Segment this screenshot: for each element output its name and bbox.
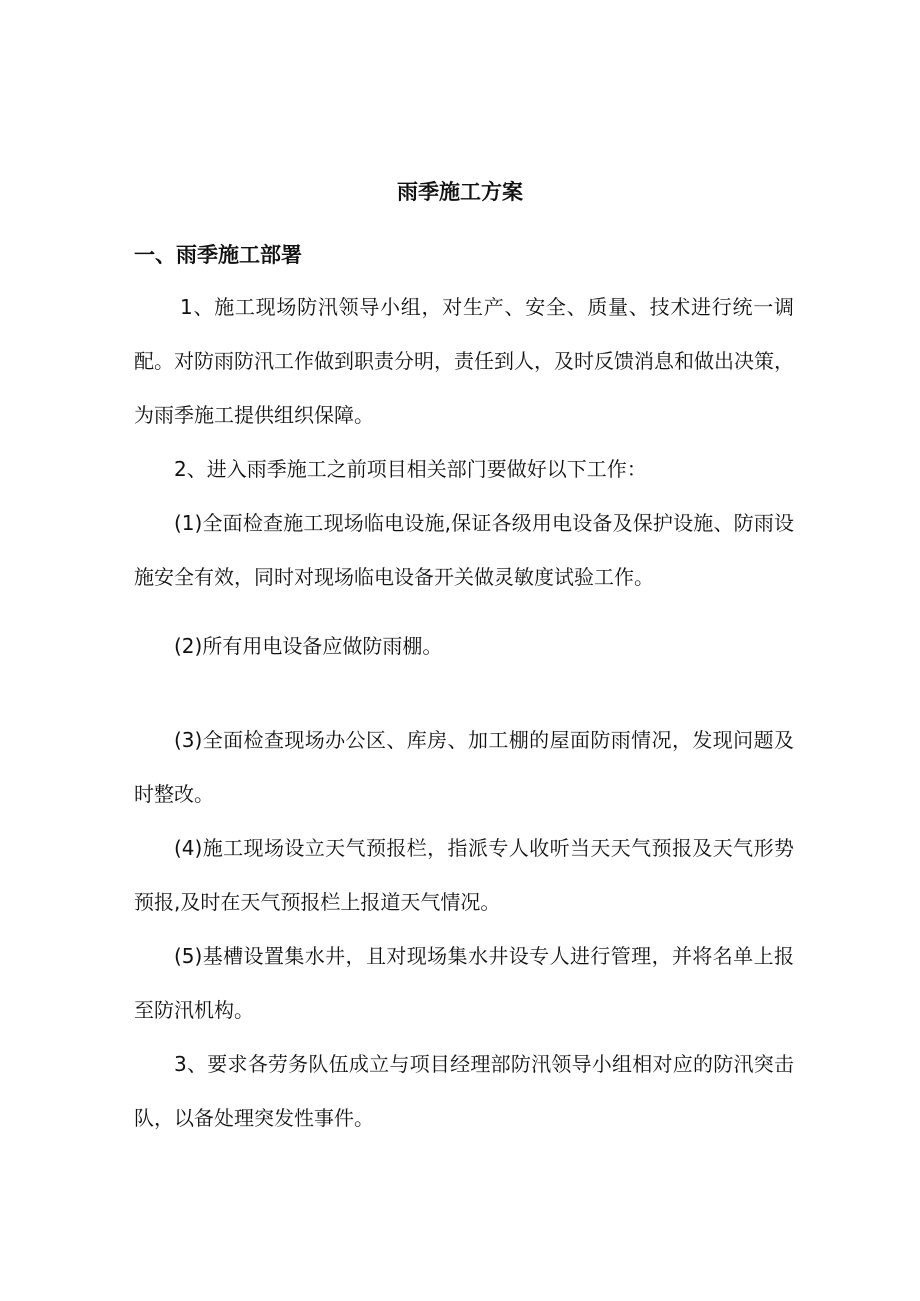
document-title: 雨季施工方案	[397, 180, 523, 204]
paragraph-3: 3、要求各劳务队伍成立与项目经理部防汛领导小组相对应的防汛突击队，以备处理突发性事件。	[134, 1052, 794, 1130]
paragraph-1: 1、施工现场防汛领导小组，对生产、安全、质量、技术进行统一调配。对防雨防汛工作做到职责分明，责任到人，及时反馈消息和做出决策，为雨季施工提供组织保障。	[134, 295, 794, 427]
paragraph-item-2: (2)所有用电设备应做防雨棚。	[174, 634, 443, 658]
section-heading: 一、雨季施工部署	[134, 243, 302, 267]
paragraph-2: 2、进入雨季施工之前项目相关部门要做好以下工作：	[174, 457, 647, 481]
paragraph-item-1: (1)全面检查施工现场临电设施,保证各级用电设备及保护设施、防雨设施安全有效，同时对现场临电设备开关做灵敏度试验工作。	[134, 511, 794, 589]
paragraph-item-3: (3)全面检查现场办公区、库房、加工棚的屋面防雨情况，发现问题及时整改。	[134, 728, 794, 806]
paragraph-item-5: (5)基槽设置集水井，且对现场集水井设专人进行管理，并将名单上报至防汛机构。	[134, 944, 794, 1022]
paragraph-item-4: (4)施工现场设立天气预报栏，指派专人收听当天天气预报及天气形势预报,及时在天气预报栏上报道天气情况。	[134, 836, 794, 914]
